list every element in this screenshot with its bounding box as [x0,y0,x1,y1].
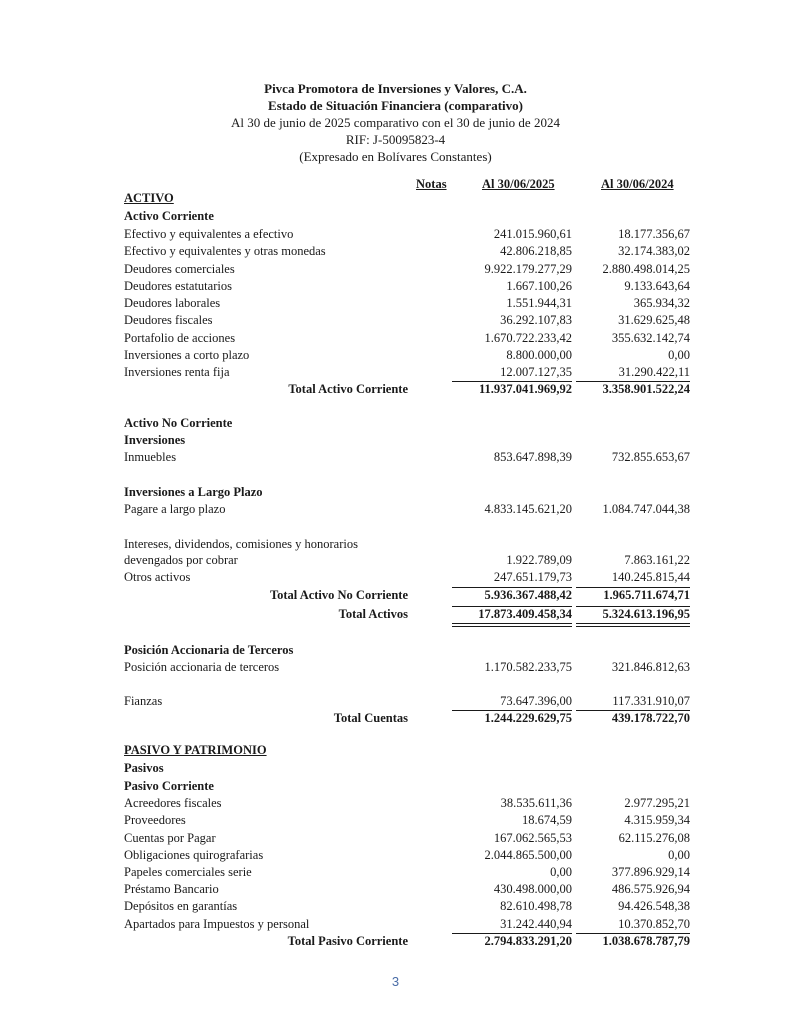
sum-rule [452,710,572,711]
sum-rule [576,587,690,588]
value-2024: 1.084.747.044,38 [602,502,690,516]
value-2025: 1.670.722.233,42 [484,331,572,345]
company-rif: RIF: J-50095823-4 [345,132,446,147]
row-label: Inversiones a corto plazo [124,348,250,362]
value-2024: 10.370.852,70 [618,917,690,931]
table-row [124,916,690,933]
row-label: Inversiones renta fija [124,365,230,379]
value-2024: 486.575.926,94 [611,882,690,896]
statement-period: Al 30 de junio de 2025 comparativo con el 30 de junio de 2024 [231,115,560,130]
group-heading [124,415,690,432]
table-row [124,312,690,329]
value-2024: 4.315.959,34 [624,813,690,827]
double-rule [576,623,690,627]
row-label: Acreedores fiscales [124,796,222,810]
table-row [124,226,690,243]
row-label: Total Activo No Corriente [269,588,408,602]
value-2025: 5.936.367.488,42 [484,588,572,602]
sum-rule [452,587,572,588]
value-2025: 430.498.000,00 [493,882,572,896]
total-row [124,381,690,398]
table-row [124,898,690,915]
row-label: Deudores laborales [124,296,221,310]
row-label: Apartados para Impuestos y personal [124,917,310,931]
column-header-2024: Al 30/06/2024 [601,177,674,191]
table-row [124,864,690,881]
total-row [124,587,690,604]
row-label: Efectivo y equivalentes y otras monedas [124,244,326,258]
sum-rule [576,710,690,711]
table-row [124,569,690,586]
value-2025: 1.244.229.629,75 [484,711,572,725]
sum-rule [576,933,690,934]
row-label: Total Pasivo Corriente [287,934,408,948]
table-row [124,330,690,347]
table-row [124,536,690,553]
table-row [124,501,690,518]
sum-rule [576,381,690,382]
table-row [124,552,690,569]
row-label: Inmuebles [124,450,177,464]
row-label: Activo Corriente [124,209,214,223]
sum-rule [452,606,572,607]
value-2024: 0,00 [668,848,690,862]
row-label: Proveedores [124,813,186,827]
sum-rule [576,606,690,607]
value-2025: 4.833.145.621,20 [484,502,572,516]
value-2025: 8.800.000,00 [506,348,572,362]
row-label: Pasivo Corriente [124,779,214,793]
row-label: Préstamo Bancario [124,882,219,896]
value-2025: 0,00 [550,865,572,879]
value-2025: 73.647.396,00 [500,694,572,708]
value-2025: 12.007.127,35 [500,365,572,379]
group-heading [124,484,690,501]
row-label: Inversiones a Largo Plazo [124,485,263,499]
table-row [124,347,690,364]
value-2025: 167.062.565,53 [493,831,572,845]
section-heading [124,190,690,207]
row-label: Deudores fiscales [124,313,213,327]
value-2025: 241.015.960,61 [493,227,572,241]
row-label: Deudores comerciales [124,262,235,276]
document-header [0,80,791,165]
value-2024: 2.977.295,21 [624,796,690,810]
value-2025: 2.794.833.291,20 [484,934,572,948]
row-label: Pasivos [124,761,164,775]
row-label: Otros activos [124,570,191,584]
table-row [124,693,690,710]
value-2025: 2.044.865.500,00 [484,848,572,862]
currency-note: (Expresado en Bolívares Constantes) [299,149,492,164]
table-row [124,881,690,898]
table-row [124,847,690,864]
column-header-notes: Notas [416,177,447,191]
row-label: Total Cuentas [333,711,408,725]
group-heading [124,778,690,795]
total-row [124,710,690,727]
group-heading [124,208,690,225]
double-rule [452,623,572,627]
value-2024: 321.846.812,63 [611,660,690,674]
value-2024: 32.174.383,02 [618,244,690,258]
column-header-2025: Al 30/06/2025 [482,177,555,191]
value-2024: 140.245.815,44 [611,570,690,584]
table-row [124,243,690,260]
row-label: devengados por cobrar [124,553,238,567]
row-label: Inversiones [124,433,186,447]
row-label: Papeles comerciales serie [124,865,252,879]
value-2024: 18.177.356,67 [618,227,690,241]
value-2024: 0,00 [668,348,690,362]
table-row [124,278,690,295]
value-2025: 1.922.789,09 [506,553,572,567]
section-heading [124,742,690,759]
value-2025: 247.651.179,73 [493,570,572,584]
row-label: Depósitos en garantías [124,899,238,913]
row-label: Fianzas [124,694,163,708]
table-row [124,364,690,381]
value-2025: 82.610.498,78 [500,899,572,913]
value-2024: 732.855.653,67 [611,450,690,464]
sum-rule [452,933,572,934]
row-label: Deudores estatutarios [124,279,232,293]
value-2025: 31.242.440,94 [500,917,572,931]
sum-rule [452,381,572,382]
row-label: Total Activos [338,607,408,621]
value-2025: 1.170.582.233,75 [484,660,572,674]
value-2024: 1.038.678.787,79 [602,934,690,948]
value-2024: 7.863.161,22 [624,553,690,567]
value-2024: 377.896.929,14 [611,865,690,879]
value-2024: 9.133.643,64 [624,279,690,293]
row-label: Intereses, dividendos, comisiones y honorarios [124,537,358,551]
statement-title: Estado de Situación Financiera (comparativo) [268,98,523,113]
group-heading [124,642,690,659]
value-2025: 38.535.611,36 [500,796,572,810]
group-heading [124,432,690,449]
value-2024: 62.115.276,08 [618,831,690,845]
row-label: ACTIVO [124,191,174,205]
row-label: Efectivo y equivalentes a efectivo [124,227,294,241]
value-2025: 17.873.409.458,34 [478,607,572,621]
row-label: Total Activo Corriente [288,382,408,396]
value-2024: 355.632.142,74 [611,331,690,345]
value-2024: 5.324.613.196,95 [602,607,690,621]
value-2024: 117.331.910,07 [612,694,690,708]
row-label: Pagare a largo plazo [124,502,226,516]
row-label: Posición accionaria de terceros [124,660,280,674]
value-2025: 853.647.898,39 [493,450,572,464]
row-label: Portafolio de acciones [124,331,236,345]
row-label: Posición Accionaria de Terceros [124,643,294,657]
table-row [124,812,690,829]
table-row [124,449,690,466]
value-2025: 36.292.107,83 [500,313,572,327]
table-row [124,261,690,278]
total-row [124,606,690,623]
group-heading [124,760,690,777]
table-row [124,659,690,676]
page-number: 3 [391,974,400,989]
value-2025: 1.667.100,26 [506,279,572,293]
value-2025: 1.551.944,31 [506,296,572,310]
row-label: Cuentas por Pagar [124,831,216,845]
value-2024: 2.880.498.014,25 [602,262,690,276]
value-2024: 365.934,32 [633,296,690,310]
value-2024: 31.629.625,48 [618,313,690,327]
value-2024: 3.358.901.522,24 [602,382,690,396]
value-2024: 439.178.722,70 [611,711,690,725]
value-2024: 94.426.548,38 [618,899,690,913]
value-2025: 18.674,59 [522,813,572,827]
row-label: Obligaciones quirografarias [124,848,264,862]
table-row [124,295,690,312]
value-2024: 1.965.711.674,71 [603,588,690,602]
row-label: Activo No Corriente [124,416,233,430]
value-2024: 31.290.422,11 [618,365,690,379]
company-name: Pivca Promotora de Inversiones y Valores, C.A. [264,81,527,96]
value-2025: 11.937.041.969,92 [478,382,572,396]
table-row [124,795,690,812]
value-2025: 42.806.218,85 [500,244,572,258]
table-row [124,830,690,847]
total-row [124,933,690,950]
value-2025: 9.922.179.277,29 [484,262,572,276]
row-label: PASIVO Y PATRIMONIO [124,743,267,757]
